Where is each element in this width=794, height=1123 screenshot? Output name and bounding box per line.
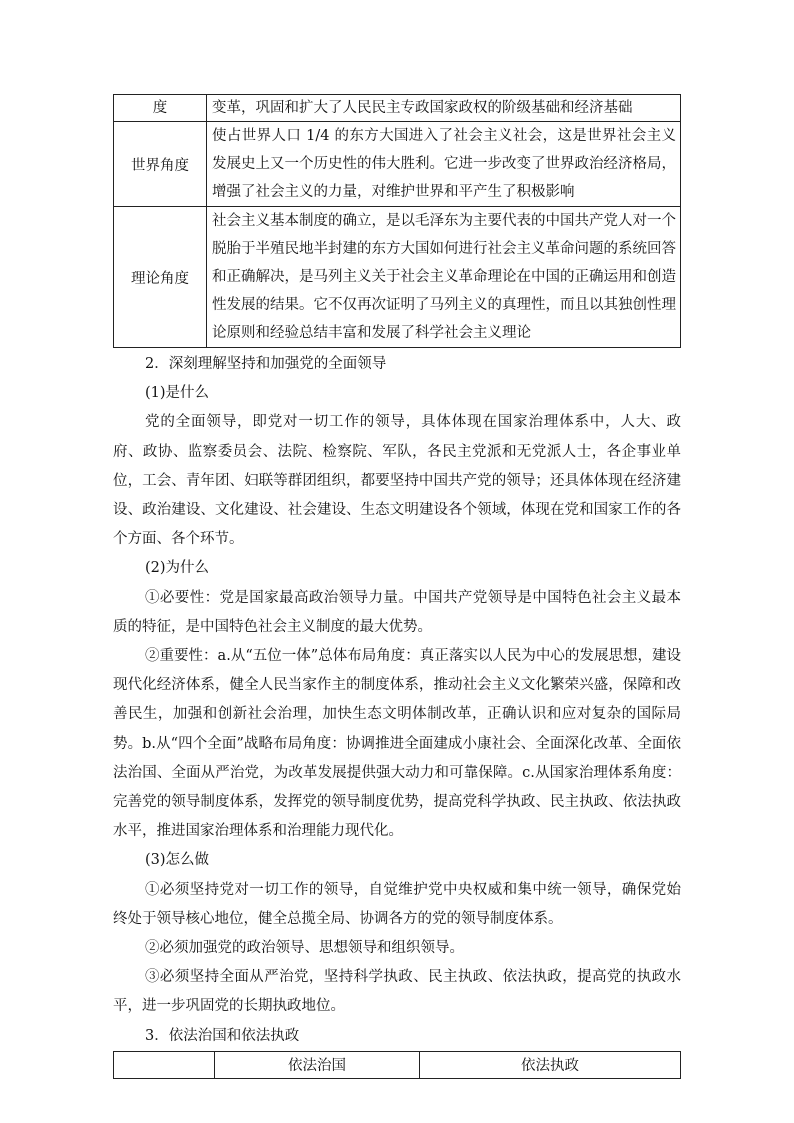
subsection-heading-what: (1)是什么 <box>145 385 210 402</box>
row-content: 变革，巩固和扩大了人民民主专政国家政权的阶级基础和经济基础 <box>207 95 681 122</box>
table-row <box>114 95 681 122</box>
row-label: 理论角度 <box>114 207 207 348</box>
row-label: 世界角度 <box>114 122 207 207</box>
header-cell-rule-of-law: 依法治国 <box>215 1051 420 1078</box>
document-page <box>113 94 681 1079</box>
table-row <box>114 122 681 207</box>
paragraph-what: 党的全面领导，即党对一切工作的领导，具体体现在国家治理体系中，人大、政府、政协、监察委员会、法院、检察院、军队，各民主党派和无党派人士，各企事业单位，工会、青年团、妇联等群团组织，都要坚持中国共产党的领导；还具体体现在经济建设、政治建设、文化建设、社会建设、生态文明建设各个领域，体现在党和国家工作的各个方面、各个环节。 <box>113 414 681 548</box>
significance-table <box>113 94 681 348</box>
paragraph-how-1: ①必须坚持党对一切工作的领导，自觉维护党中央权威和集中统一领导，确保党始终处于领导核心地位，健全总揽全局、协调各方的党的领导制度体系。 <box>113 881 681 927</box>
section-heading: 3．依法治国和依法执政 <box>145 1027 300 1044</box>
subsection-heading-how: (3)怎么做 <box>145 852 210 869</box>
header-cell-law-based-governance: 依法执政 <box>420 1051 681 1078</box>
table-header-row <box>114 1051 681 1078</box>
paragraph-how-3: ③必须坚持全面从严治党，坚持科学执政、民主执政、依法执政，提高党的执政水平，进一步巩固党的长期执政地位。 <box>113 969 681 1015</box>
paragraph-why-necessity: ①必要性：党是国家最高政治领导力量。中国共产党领导是中国特色社会主义最本质的特征，是中国特色社会主义制度的最大优势。 <box>113 589 681 635</box>
paragraph-how-2: ②必须加强党的政治领导、思想领导和组织领导。 <box>145 940 464 957</box>
table-row <box>114 207 681 348</box>
subsection-heading-why: (2)为什么 <box>145 560 210 577</box>
header-cell-empty <box>114 1051 215 1078</box>
row-label: 度 <box>114 95 207 122</box>
comparison-table <box>113 1051 681 1079</box>
row-content: 社会主义基本制度的确立，是以毛泽东为主要代表的中国共产党人对一个脱胎于半殖民地半封建的东方大国如何进行社会主义革命问题的系统回答和正确解决，是马列主义关于社会主义革命理论在中国的正确运用和创造性发展的结果。它不仅再次证明了马列主义的真理性，而且以其独创性理论原则和经验总结丰富和发展了科学社会主义理论 <box>207 207 681 348</box>
section-heading: 2．深刻理解坚持和加强党的全面领导 <box>145 356 387 372</box>
paragraph-why-importance: ②重要性：a.从“五位一体”总体布局角度：真正落实以人民为中心的发展思想，建设现代化经济体系，健全人民当家作主的制度体系，推动社会主义文化繁荣兴盛，保障和改善民生，加强和创新社会治理，加快生态文明体制改革，正确认识和应对复杂的国际局势。b.从“四个全面”战略布局角度：协调推进全面建成小康社会、全面深化改革、全面依法治国、全面从严治党，为改革发展提供强大动力和可靠保障。c.从国家治理体系角度：完善党的领导制度体系，发挥党的领导制度优势，提高党科学执政、民主执政、依法执政水平，推进国家治理体系和治理能力现代化。 <box>113 648 681 840</box>
row-content: 使占世界人口 1/4 的东方大国进入了社会主义社会，这是世界社会主义发展史上又一个历史性的伟大胜利。它进一步改变了世界政治经济格局，增强了社会主义的力量，对维护世界和平产生了积极影响 <box>207 122 681 207</box>
